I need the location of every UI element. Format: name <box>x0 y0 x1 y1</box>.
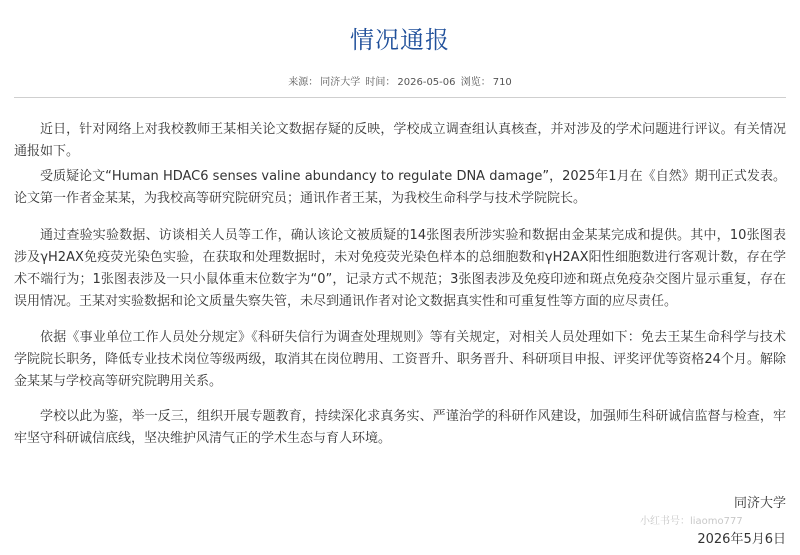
paragraph-intro: 近日，针对网络上对我校教师王某相关论文数据存疑的反映，学校成立调查组认真核查，并对涉及的学术问题进行评议。有关情况通报如下。 <box>14 122 786 159</box>
publish-date: 2026-05-06 <box>397 77 456 88</box>
paragraph-findings: 通过查验实验数据、访谈相关人员等工作，确认该论文被质疑的14张图表所涉实验和数据由金某某完成和提供。其中，10张图表涉及γH2AX免疫荧光染色实验，在获取和处理数据时，未对免疫荧光染色样本的总细胞数和γH2AX阳性细胞数进行客观计数，存在学术不端行为；1张图表涉及一只小鼠体重末位数字为“0”，记录方式不规范；3张图表涉及免疫印迹和斑点免疫杂交图片显示重复，存在误用情况。王某对实验数据和论文质量失察失管，未尽到通讯作者对论文数据真实性和可重复性等方面的应尽责任。 <box>14 228 786 309</box>
article-meta <box>0 76 800 90</box>
source-label: 来源： <box>288 77 319 88</box>
paragraph-penalties: 依据《事业单位工作人员处分规定》《科研失信行为调查处理规则》等有关规定，对相关人员处理如下：免去王某生命科学与技术学院院长职务，降低专业技术岗位等级两级，取消其在岗位聘用、工资晋升、职务晋升、科研项目申报、评奖评优等资格24个月。解除金某某与学校高等研究院聘用关系。 <box>14 330 786 389</box>
signature: 同济大学 <box>733 496 786 511</box>
header-divider <box>14 97 786 98</box>
views-label: 浏览： <box>460 77 491 88</box>
time-label: 时间： <box>365 77 396 88</box>
page-title: 情况通报 <box>350 26 450 54</box>
paragraph-conclusion: 学校以此为鉴，举一反三，组织开展专题教育，持续深化求真务实、严谨治学的科研作风建设，加强师生科研诚信监督与检查，牢牢坚守科研诚信底线，坚决维护风清气正的学术生态与育人环境。 <box>14 409 786 446</box>
source-link[interactable]: 同济大学 <box>320 77 361 88</box>
paragraph-paper: 受质疑论文“Human HDAC6 senses valine abundancy to regulate DNA damage”，2025年1月在《自然》期刊正式发表。论文第一作者金某某，为我校高等研究院研究员；通讯作者王某，为我校生命科学与技术学院院长。 <box>14 169 786 206</box>
views-count: 710 <box>492 77 512 88</box>
sign-date: 2026年5月6日 <box>697 532 786 547</box>
watermark: 小红书号：liaomo777 <box>640 516 743 527</box>
